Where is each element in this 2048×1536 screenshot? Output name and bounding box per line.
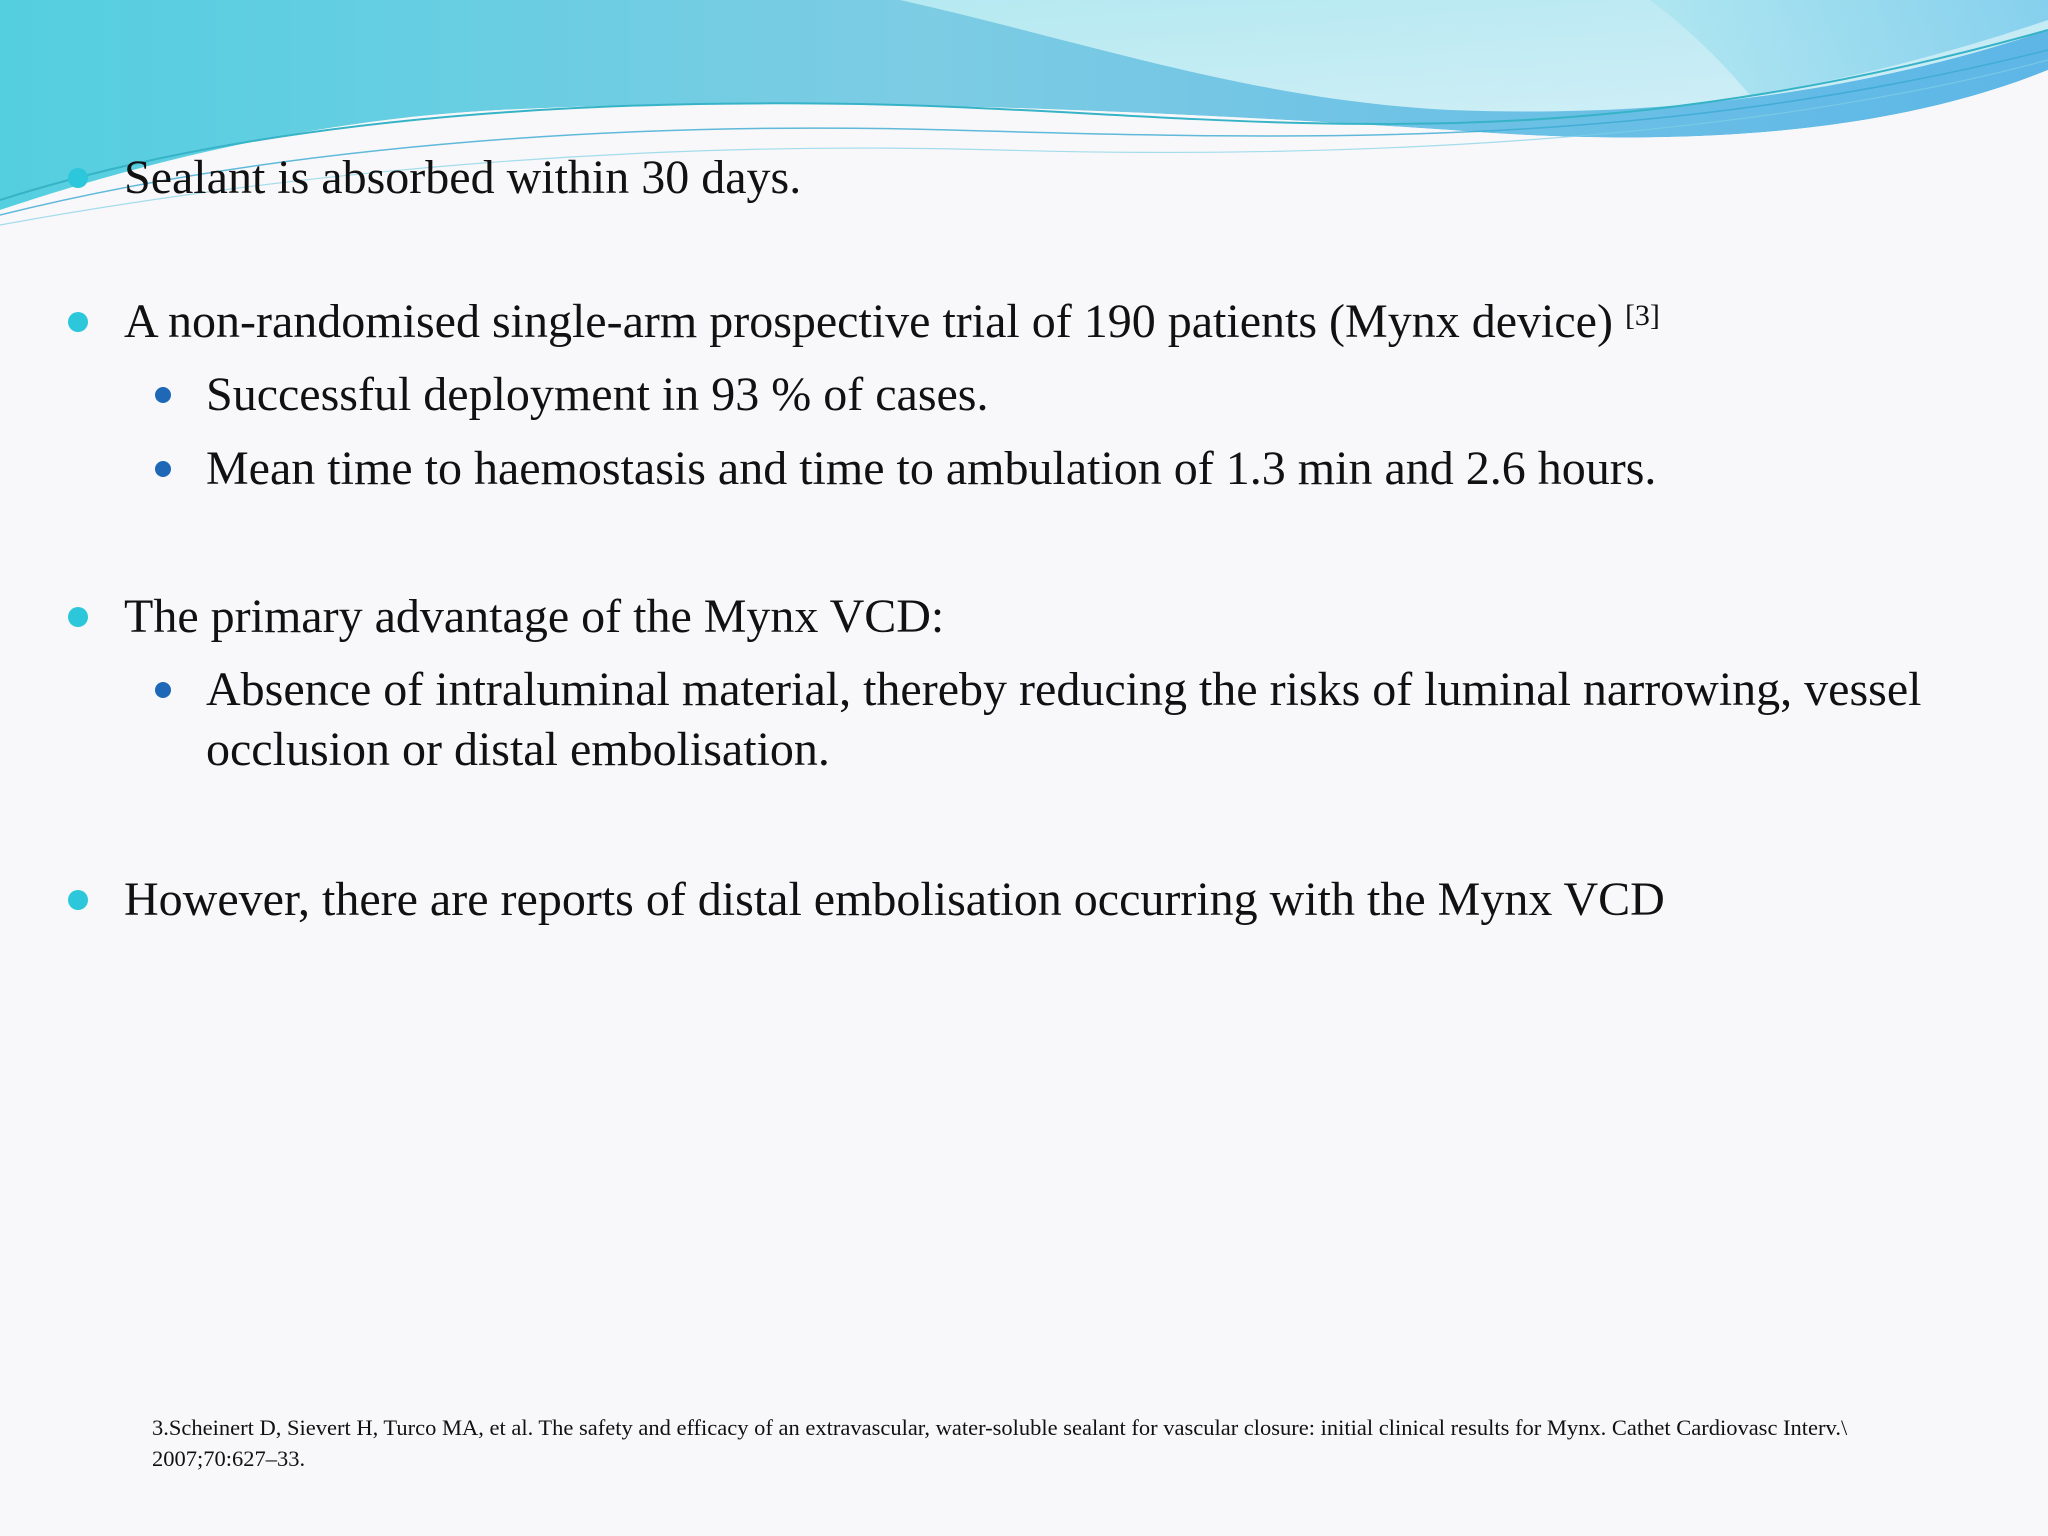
bullet-dot-icon [68,168,88,188]
sub-bullet-dot-icon [155,387,171,403]
bullet-dot-icon [68,312,88,332]
sub-bullet-text: Absence of intraluminal material, thereby reducing the risks of luminal narrowing, vessel occlusion or distal embolisation. [206,663,1922,776]
citation-marker: [3] [1624,299,1660,332]
bullet-text: The primary advantage of the Mynx VCD: [124,590,945,643]
reference-footnote: 3.Scheinert D, Sievert H, Turco MA, et al. The safety and efficacy of an extravascular, water-soluble sealant for vascular closure: initial clinical results for Mynx. Cathet Cardiovasc Interv.\ 2007;70:627–33. [152,1415,1848,1471]
bullet-dot-icon [68,607,88,627]
bullet-dot-icon [68,890,88,910]
bullet-text [124,292,1660,352]
sub-bullet-text: Mean time to haemostasis and time to ambulation of 1.3 min and 2.6 hours. [206,442,1657,495]
bullet-text-main: A non-randomised single-arm prospective trial of 190 patients (Mynx device) [124,295,1613,348]
sub-bullet-text: Successful deployment in 93 % of cases. [206,368,989,421]
sub-bullet-dot-icon [155,461,171,477]
bullet-text: Sealant is absorbed within 30 days. [124,151,802,204]
bullet-text: However, there are reports of distal embolisation occurring with the Mynx VCD [124,873,1665,926]
sub-bullet-dot-icon [155,682,171,698]
